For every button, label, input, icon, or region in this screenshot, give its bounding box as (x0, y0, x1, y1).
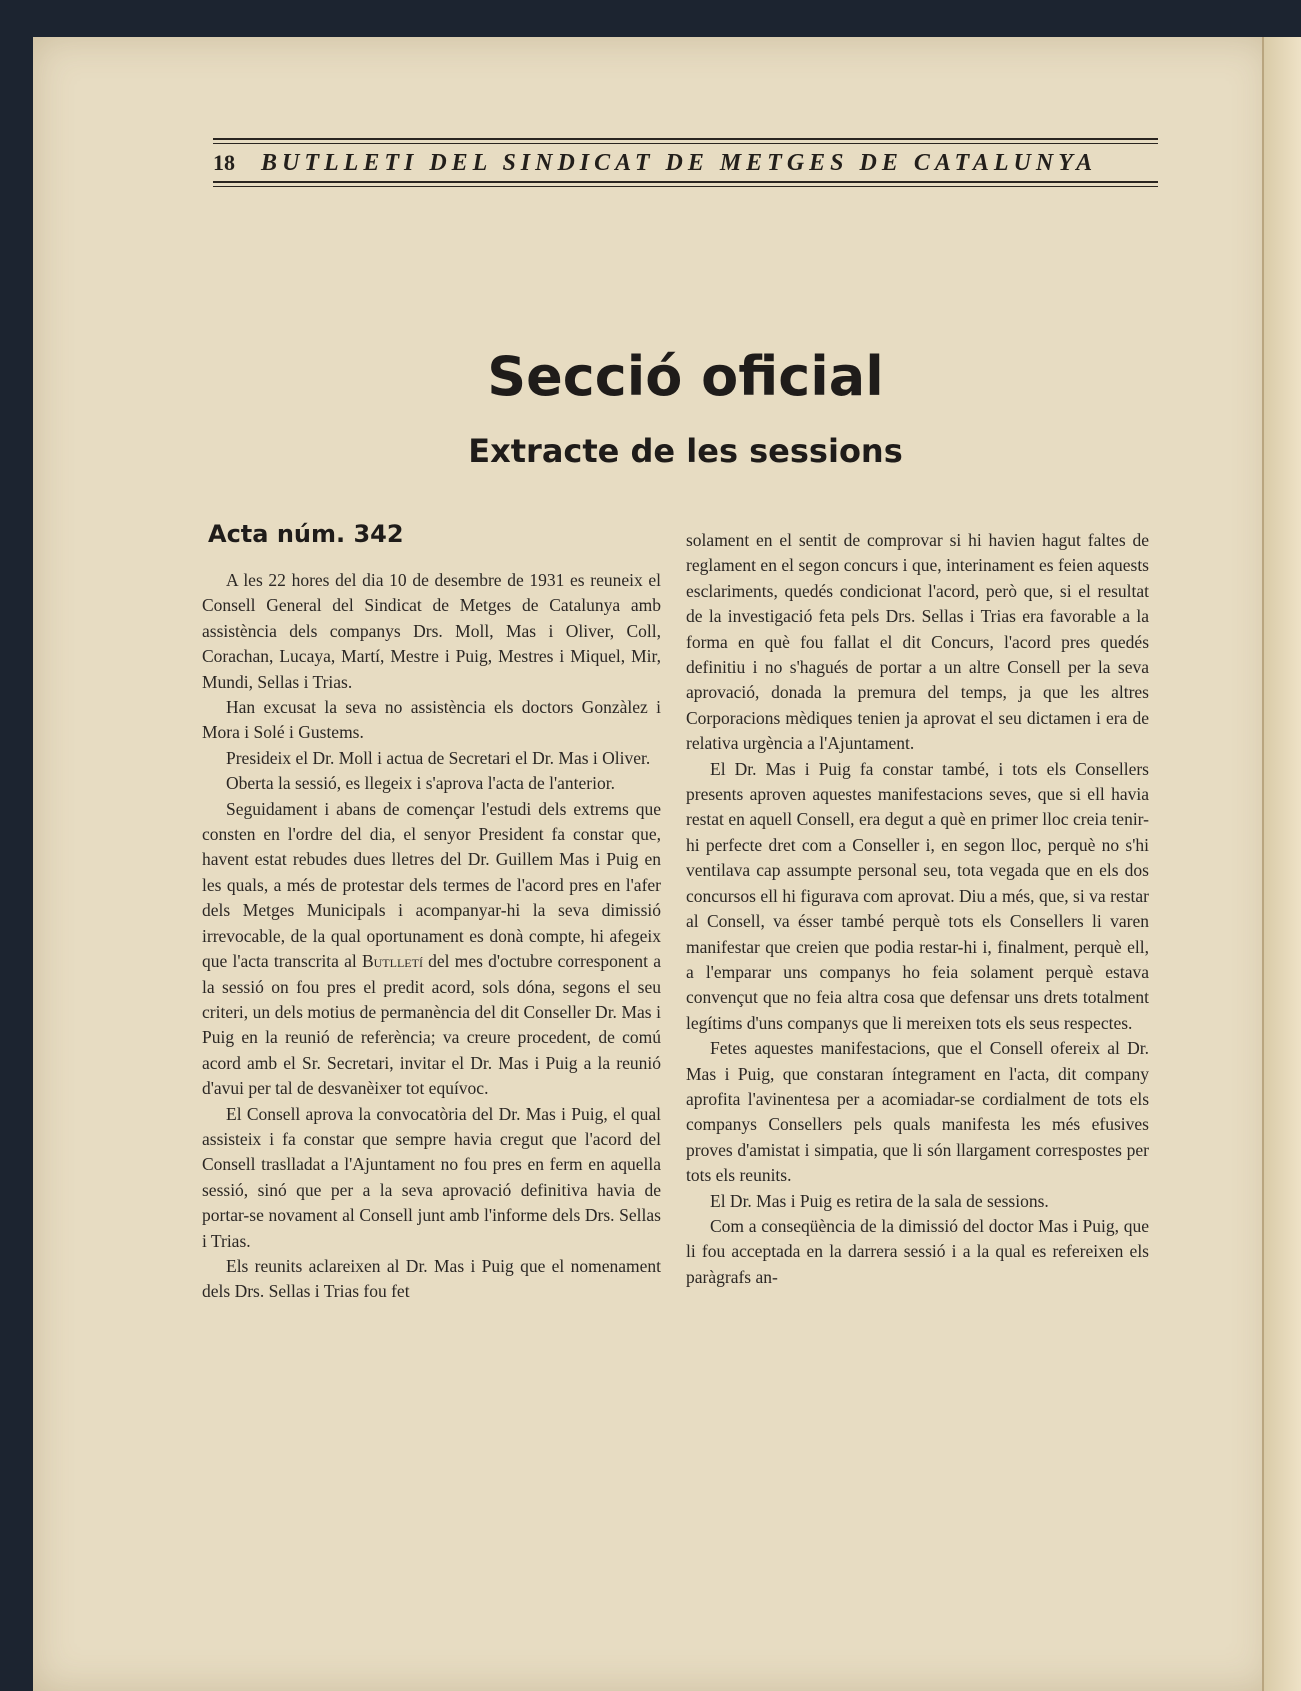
paragraph: A les 22 hores del dia 10 de desembre de 1931 es reuneix el Consell General del Sindicat de Metges de Catalunya amb assistència dels companys Drs. Moll, Mas i Oliver, Coll, Corachan, Lucaya, Martí, Mestre i Puig, Mestres i Miquel, Mir, Mundi, Sellas i Trias. (202, 570, 661, 692)
header-bottom-rule (213, 181, 1158, 183)
acta-heading: Acta núm. 342 (208, 520, 404, 548)
paragraph: Presideix el Dr. Moll i actua de Secretari el Dr. Mas i Oliver. (226, 747, 651, 768)
paragraph-text: Seguidament i abans de començar l'estudi dels extrems que consten en l'ordre del dia, el senyor President fa constar que, havent estat rebudes dues lletres del Dr. Guillem Mas i Puig en les quals, a més de protestar dels termes de l'acord pres en l'afer dels Metges Municipals i acompanyar-hi la seva dimissió irrevocable, de la qual oportunament es donà compte, hi afegeix que l'acta transcrita al (202, 798, 661, 972)
header-bottom-rule-thin (213, 186, 1158, 187)
right-column (686, 528, 1149, 1290)
paragraph: El Consell aprova la convocatòria del Dr. Mas i Puig, el qual assisteix i fa constar que sempre havia cregut que l'acord del Consell traslladat a l'Ajuntament no fou pres en ferm en aquella sessió, sinó que per a la seva aprovació definitiva havia de portar-se novament al Consell junt amb l'informe dels Drs. Sellas i Trias. (202, 1103, 661, 1251)
paragraph: Com a conseqüència de la dimissió del doctor Mas i Puig, que li fou acceptada en la darrera sessió i a la qual es refereixen els paràgrafs an- (686, 1215, 1149, 1287)
paragraph: El Dr. Mas i Puig fa constar també, i tots els Consellers presents aproven aquestes manifestacions seves, que si ell havia restat en aquell Consell, era degut a què en primer lloc creia tenir-hi perfecte dret com a Conseller i, en segon lloc, perquè no s'hi ventilava cap assumpte personal seu, tota vegada que en els dos concursos ell hi figurava com aprovat. Diu a més, que, si va restar al Consell, va ésser també perquè tots els Consellers li varen manifestar que creien que podia restar-hi i, finalment, perquè ell, a l'emparar uns companys ho feia solament perquè estava convençut que no feia altra cosa que defensar uns drets totalment legítims d'uns companys que li mereixen tots els seus respectes. (686, 758, 1149, 1033)
paragraph (202, 797, 661, 1102)
header-line (213, 144, 1158, 181)
paragraph: solament en el sentit de comprovar si hi havien hagut faltes de reglament en el segon concurs i que, interinament es feien aquests esclariments, quedés condicionat l'acord, però que, si el resultat de la investigació feta pels Drs. Sellas i Trias era favorable a la forma en què fou fallat el dit Concurs, l'acord pres quedés definitiu i no s'hagués de portar a un altre Consell per la seva aprovació, donada la premura del temps, ja que les altres Corporacions mèdiques tenien ja aprovat el seu dictamen i era de relativa urgència a l'Ajuntament. (686, 530, 1149, 754)
publication-name: Butlletí (361, 951, 423, 972)
paragraph-text: del mes d'octubre corresponent a la sessió on fou pres el predit acord, sols dóna, segons el seu criteri, un dels motius de permanència del dit Conseller Dr. Mas i Puig en la reunió de referència; va creure procedent, de comú acord amb el Sr. Secretari, invitar el Dr. Mas i Puig a la reunió d'avui per tal de desvanèixer tot equívoc. (202, 951, 662, 1099)
paragraph: El Dr. Mas i Puig es retira de la sala de sessions. (710, 1190, 1049, 1211)
left-column (202, 568, 661, 1305)
paragraph: Els reunits aclareixen al Dr. Mas i Puig que el nomenament dels Drs. Sellas i Trias fou fet (202, 1255, 661, 1302)
paragraph: Oberta la sessió, es llegeix i s'aprova l'acta de l'anterior. (226, 773, 615, 794)
paragraph: Fetes aquestes manifestacions, que el Consell ofereix al Dr. Mas i Puig, que constaran íntegrament en l'acta, dit company aprofita l'avinentesa per a acomiadar-se cordialment de tots els companys Consellers pels quals manifesta les més efusives proves d'amistat i simpatia, que li són llargament correspostes per tots els reunits. (686, 1038, 1149, 1186)
page-number: 18 (213, 150, 235, 175)
section-subtitle: Extracte de les sessions (468, 432, 903, 470)
running-title: BUTLLETI DEL SINDICAT DE METGES DE CATALUNYA (261, 150, 1098, 176)
header-top-rule (213, 138, 1158, 140)
page-edge (1262, 37, 1301, 1691)
running-header (213, 138, 1158, 187)
paragraph: Han excusat la seva no assistència els doctors Gonzàlez i Mora i Solé i Gustems. (202, 697, 661, 743)
section-title: Secció oficial (487, 345, 884, 408)
